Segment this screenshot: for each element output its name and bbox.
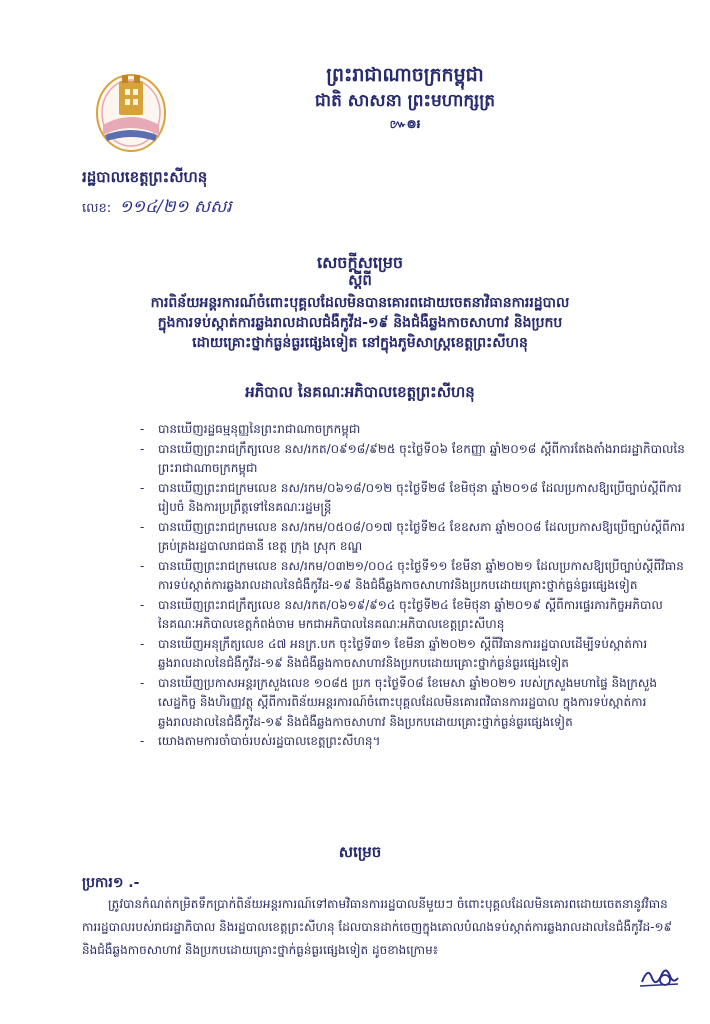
consideration-item: - បានឃើញព្រះរាជក្រមលេខ នស/រកម/០៥០៨/០១៧ ចុះថ្ងៃទី២៤ ខែឧសភា ឆ្នាំ២០០៨ ដែលប្រកាសឱ្យប្រើច្បាប់ស្តីពីការគ្រប់គ្រងរដ្ឋបាលរាជធានី ខេត្ត ក្រុង ស្រុក ខណ្ឌ	[148, 518, 688, 557]
title-subject-line-1: ការពិន័យអន្តរការណ៍ចំពោះបុគ្គលដែលមិនបានគោរពដោយចេតនាវិធានការរដ្ឋបាល	[150, 295, 570, 311]
document-type: សេចក្ដីសម្រេច	[316, 253, 403, 272]
national-motto: ជាតិ សាសនា ព្រះមហាក្សត្រ	[314, 91, 496, 111]
title-regarding: ស្ដីពី	[348, 271, 372, 289]
handwritten-initial-icon	[638, 960, 680, 990]
reference-label: លេខ:	[82, 201, 112, 216]
consideration-item: - បានឃើញរដ្ឋធម្មនុញ្ញនៃព្រះរាជាណាចក្រកម្ពុជា	[148, 420, 688, 440]
consideration-item: - បានឃើញព្រះរាជក្រមលេខ នស/រកម/០៦១៨/០១២ ចុះថ្ងៃទី២៨ ខែមិថុនា ឆ្នាំ២០១៨ ដែលប្រកាសឱ្យប្រើច្បាប់ស្តីពីការរៀបចំ និងការប្រព្រឹត្តទៅនៃគណៈរដ្ឋមន្ត្រី	[148, 479, 688, 518]
header-ornament: ៚៙៛	[389, 117, 421, 131]
considerations-list	[148, 420, 688, 752]
reference-line	[82, 196, 232, 221]
consideration-item: - យោងតាមការចាំបាច់របស់រដ្ឋបាលខេត្តព្រះសីហនុ។	[148, 732, 688, 752]
provincial-seal-icon	[95, 65, 167, 153]
reference-number: ១១៤/២១ សសរ	[119, 197, 232, 217]
consideration-item: - បានឃើញព្រះរាជក្រមលេខ នស/រកម/០៣២១/០០៤ ចុះថ្ងៃទី១១ ខែមីនា ឆ្នាំ២០២១ ដែលប្រកាសឱ្យប្រើច្បាប់ស្តីពីវិធានការទប់ស្កាត់ការឆ្លងរាលដាលនៃជំងឺកូវីដ-១៩ និងជំងឺឆ្លងកាចសាហាវនិងប្រកបដោយគ្រោះថ្នាក់ធ្ងន់ធ្ងរផ្សេងទៀត	[148, 557, 688, 596]
governor-heading: អភិបាល នៃគណៈអភិបាលខេត្តព្រះសីហនុ	[245, 383, 475, 401]
title-subject-line-2: ក្នុងការទប់ស្កាត់ការឆ្លងរាលដាលជំងឺកូវីដ-១៩ និងជំងឺឆ្លងកាចសាហាវ និងប្រកប	[157, 315, 563, 331]
consideration-item: - បានឃើញប្រកាសអន្តរក្រសួងលេខ ១០៨៥ ប្រក ចុះថ្ងៃទី០៨ ខែមេសា ឆ្នាំ២០២១ របស់ក្រសួងមហាផ្ទៃ និងក្រសួងសេដ្ឋកិច្ច និងហិរញ្ញវត្ថុ ស្តីពីការពិន័យអន្តរការណ៍ចំពោះបុគ្គលដែលមិនគោរពវិធានការរដ្ឋបាល ក្នុងការទប់ស្កាត់ការឆ្លងរាលដាលនៃជំងឺកូវីដ-១៩ និងជំងឺឆ្លងកាចសាហាវ និងប្រកបដោយគ្រោះថ្នាក់ធ្ងន់ធ្ងរផ្សេងទៀត	[148, 674, 688, 733]
consideration-item: - បានឃើញព្រះរាជក្រឹត្យលេខ នស/រកត/០៩១៨/៩២៥ ចុះថ្ងៃទី០៦ ខែកញ្ញា ឆ្នាំ២០១៨ ស្តីពីការតែងតាំងរាជរដ្ឋាភិបាលនៃព្រះរាជាណាចក្រកម្ពុជា	[148, 440, 688, 479]
title-subject-line-3: ដោយគ្រោះថ្នាក់ធ្ងន់ធ្ងរផ្សេងទៀត នៅក្នុងភូមិសាស្ត្រខេត្តព្រះសីហនុ	[192, 335, 528, 351]
article-body: ត្រូវបានកំណត់កម្រិតទឹកប្រាក់ពិន័យអន្តរការណ៍ទៅតាមវិធានការរដ្ឋបាលនីមួយៗ ចំពោះបុគ្គលដែលមិនគោរពដោយចេតនានូវវិធានការរដ្ឋបាលរបស់រាជរដ្ឋាភិបាល និងរដ្ឋបាលខេត្តព្រះសីហនុ ដែលបានដាក់ចេញក្នុងគោលបំណងទប់ស្កាត់ការឆ្លងរាលដាលនៃជំងឺកូវីដ-១៩ និងជំងឺឆ្លងកាចសាហាវ និងប្រកបដោយគ្រោះថ្នាក់ធ្ងន់ធ្ងរផ្សេងទៀត ដូចខាងក្រោម៖	[82, 897, 673, 957]
decision-heading: សម្រេច	[338, 843, 382, 861]
consideration-item: - បានឃើញអនុក្រឹត្យលេខ ៤៧ អនក្រ.បក ចុះថ្ងៃទី៣១ ខែមីនា ឆ្នាំ២០២១ ស្តីពីវិធានការរដ្ឋបាលដើម្បីទប់ស្កាត់ការឆ្លងរាលដាលនៃជំងឺកូវីដ-១៩ និងជំងឺឆ្លងកាចសាហាវនិងប្រកបដោយគ្រោះថ្នាក់ធ្ងន់ធ្ងរផ្សេងទៀត	[148, 635, 688, 674]
issuing-authority: រដ្ឋបាលខេត្តព្រះសីហនុ	[82, 168, 208, 186]
consideration-item: - បានឃើញព្រះរាជក្រឹត្យលេខ នស/រកត/០៦១៩/៩១៤ ចុះថ្ងៃទី២៤ ខែមិថុនា ឆ្នាំ២០១៩ ស្តីពីការផ្ទេរភារកិច្ចអភិបាល នៃគណៈអភិបាលខេត្តកំពង់ចាម មកជាអភិបាលនៃគណៈអភិបាលខេត្តព្រះសីហនុ	[148, 596, 688, 635]
kingdom-heading: ព្រះរាជាណាចក្រកម្ពុជា	[326, 64, 484, 86]
article-label: ប្រការ១ .-	[82, 875, 140, 891]
